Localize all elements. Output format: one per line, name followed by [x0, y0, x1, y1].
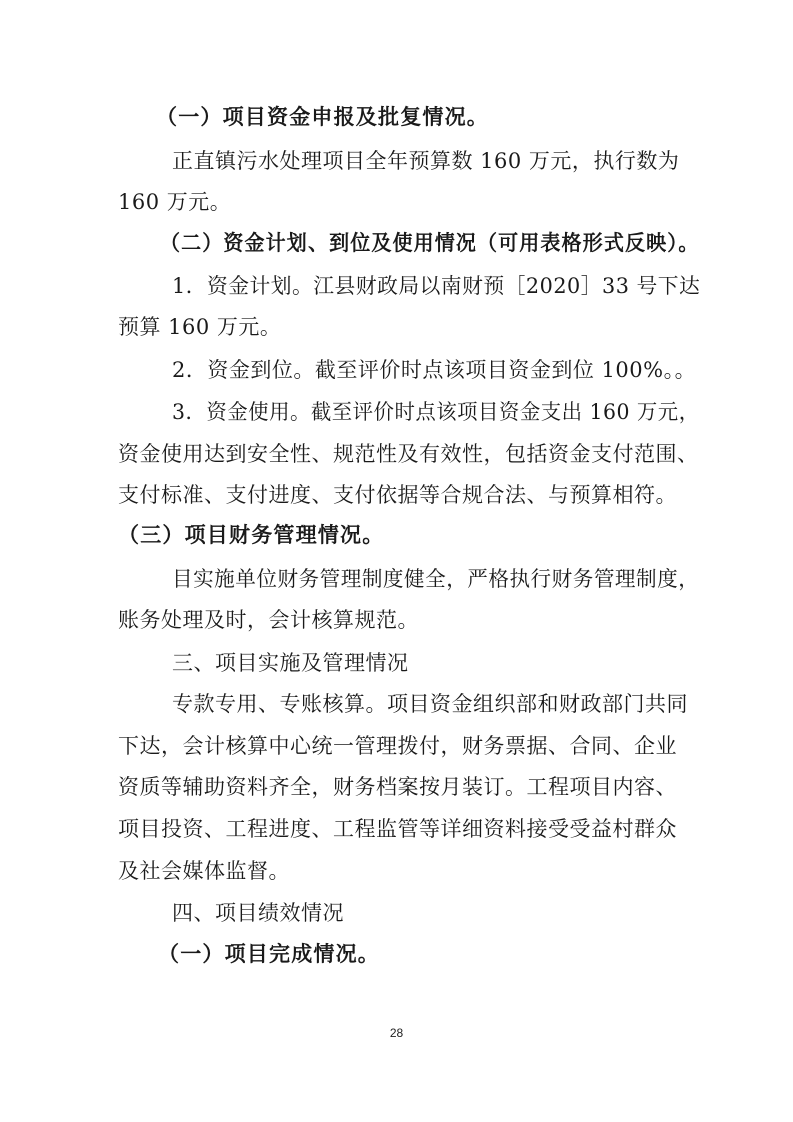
paragraph-line: 下达，会计核算中心统一管理拨付，财务票据、合同、企业 [118, 734, 677, 758]
paragraph-line: 专款专用、专账核算。项目资金组织部和财政部门共同 [172, 692, 688, 716]
heading-funding-plan: （二）资金计划、到位及使用情况（可用表格形式反映）。 [160, 231, 700, 255]
paragraph-line: 资质等辅助资料齐全，财务档案按月装订。工程项目内容、 [118, 775, 677, 799]
list-item-line: 1．资金计划。江县财政局以南财预［2020］33 号下达 [172, 274, 701, 298]
heading-funding-application: （一）项目资金申报及批复情况。 [156, 105, 489, 129]
list-item-line: 预算 160 万元。 [118, 315, 282, 339]
paragraph-line: 及社会媒体监督。 [118, 859, 290, 883]
page-number: 28 [389, 1026, 404, 1040]
heading-financial-management: （三）项目财务管理情况。 [118, 523, 385, 547]
list-item-line: 3．资金使用。截至评价时点该项目资金支出 160 万元， [172, 400, 700, 424]
paragraph-line: 160 万元。 [118, 190, 232, 214]
list-item-line: 支付标准、支付进度、支付依据等合规合法、与预算相符。 [118, 483, 677, 507]
heading-project-completion: （一）项目完成情况。 [158, 942, 380, 966]
paragraph-line: 账务处理及时，会计核算规范。 [118, 608, 419, 632]
section-title-implementation: 三、项目实施及管理情况 [172, 651, 409, 675]
paragraph-line: 目实施单位财务管理制度健全，严格执行财务管理制度， [172, 567, 700, 591]
list-item-line: 资金使用达到安全性、规范性及有效性，包括资金支付范围、 [118, 442, 699, 466]
paragraph-line: 项目投资、工程进度、工程监管等详细资料接受受益村群众 [118, 817, 677, 841]
paragraph-line: 正直镇污水处理项目全年预算数 160 万元，执行数为 [172, 149, 680, 173]
list-item-line: 2．资金到位。截至评价时点该项目资金到位 100%。。 [172, 358, 697, 382]
section-title-performance: 四、项目绩效情况 [172, 901, 344, 925]
